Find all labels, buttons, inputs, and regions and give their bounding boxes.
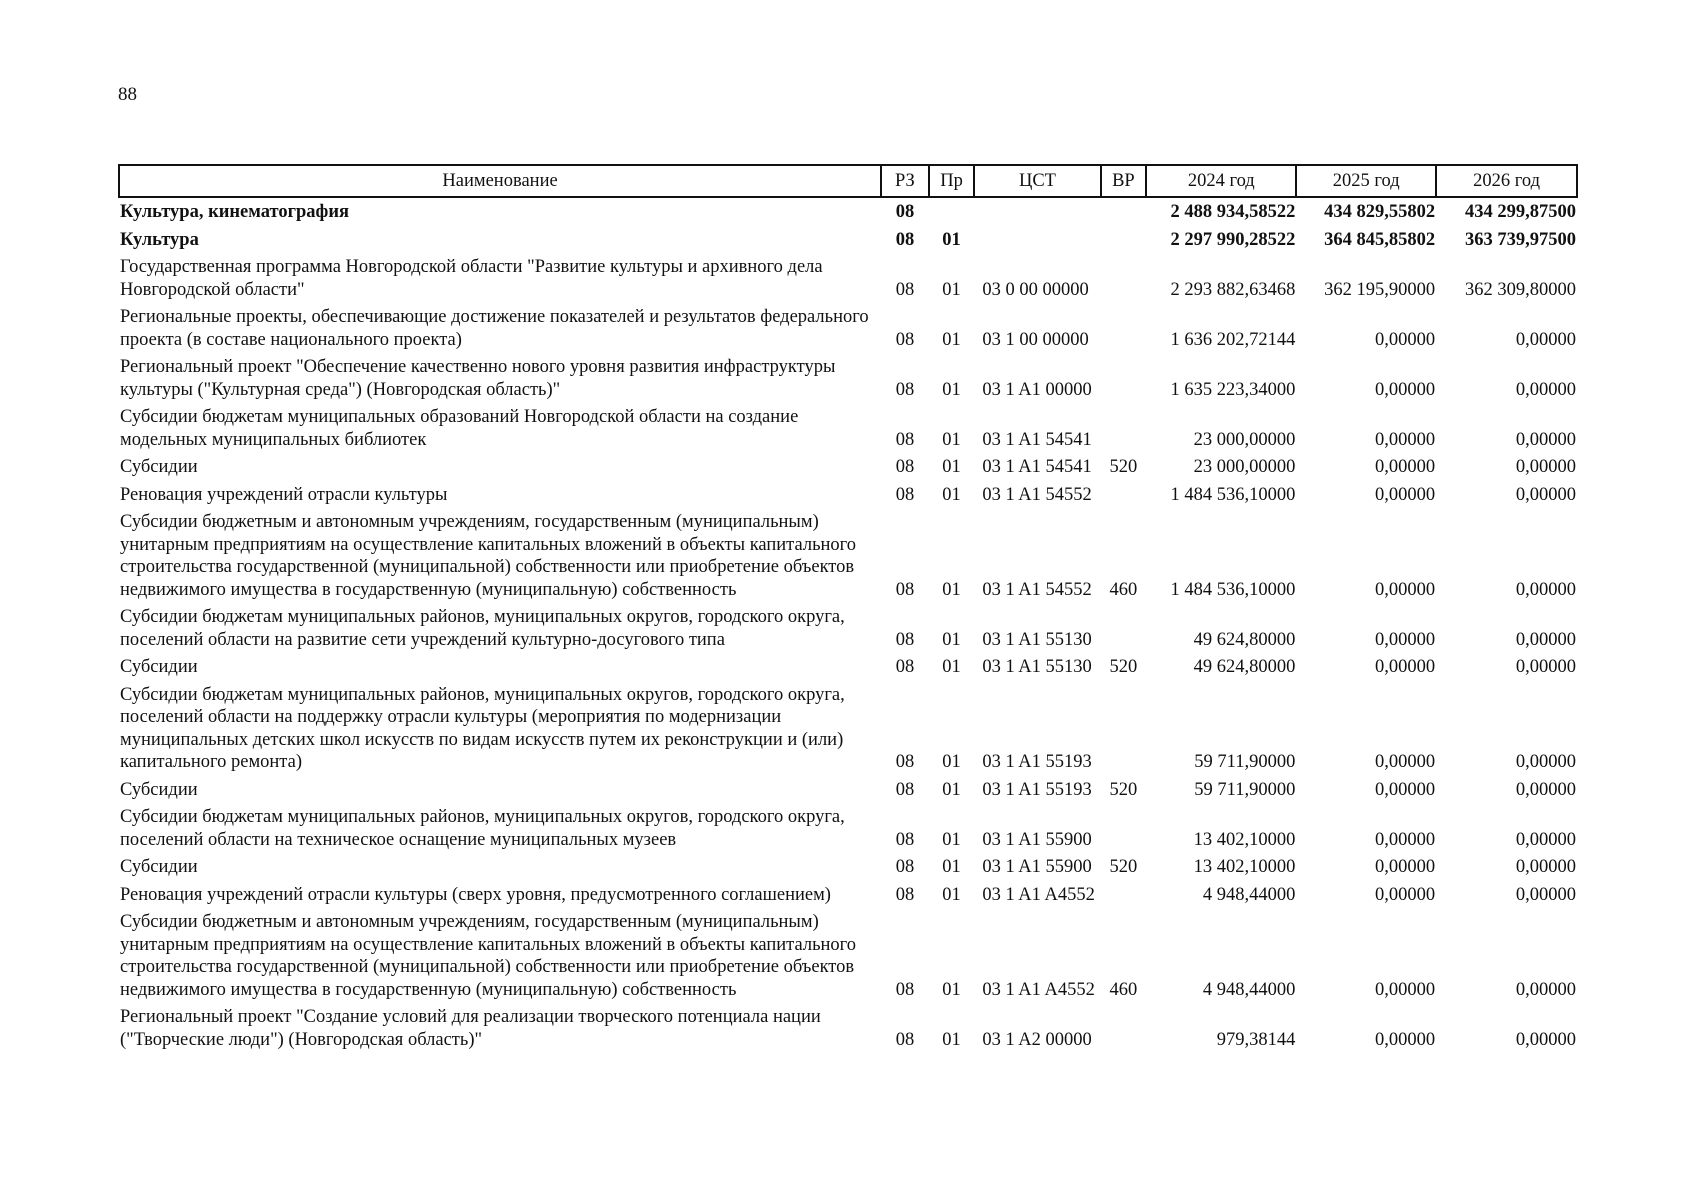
row-pr: 01 [942,629,961,650]
table-row [119,453,1577,481]
table-row [119,653,1577,681]
row-amount-2025: 0,00000 [1375,979,1436,1000]
row-amount-2025: 0,00000 [1375,752,1436,772]
row-amount-2026: 0,00000 [1515,657,1576,677]
header-name: Наименование [119,165,881,197]
row-amount-2024: 1 636 202,72144 [1170,329,1296,350]
row-pr: 01 [942,279,961,300]
row-name: Субсидии [120,657,198,677]
row-vr [1101,403,1147,453]
row-amount-2026: 362 309,80000 [1465,279,1576,300]
row-name: Реновация учреждений отрасли культуры (сверх уровня, предусмотренного соглашением) [120,884,831,905]
row-cst: 03 1 A1 55130 [982,629,1092,650]
table-row [119,353,1577,403]
table-header [119,165,1577,197]
row-vr [1101,481,1147,509]
row-vr [1101,1003,1147,1053]
row-cst: 03 1 A2 00000 [982,1029,1092,1050]
row-amount-2026: 434 299,87500 [1465,202,1576,222]
row-amount-2026: 0,00000 [1515,579,1576,600]
row-vr: 520 [1109,779,1138,800]
row-rz: 08 [895,752,915,772]
row-vr [1101,881,1147,909]
row-cst: 03 1 A1 A4552 [982,884,1095,905]
row-amount-2025: 0,00000 [1375,629,1436,650]
row-amount-2024: 1 635 223,34000 [1170,379,1296,400]
row-pr: 01 [942,657,961,677]
header-vr: ВР [1101,165,1147,197]
row-rz: 08 [895,202,915,222]
row-name: Субсидии бюджетам муниципальных районов, муниципальных округов, городского округа, поселений области на поддержку отрасли культуры (мероприятия по модернизации муниципальных детских школ искусств по видам искусств путем их реконструкции и (или) капитального ремонта) [120,684,845,772]
row-amount-2025: 0,00000 [1375,329,1436,350]
row-amount-2026: 0,00000 [1515,379,1576,400]
row-cst: 03 1 A1 55900 [982,857,1092,877]
table-row [119,303,1577,353]
header-2024: 2024 год [1146,165,1296,197]
table-row [119,253,1577,303]
row-name: Субсидии бюджетным и автономным учреждениям, государственным (муниципальным) унитарным предприятиям на осуществление капитальных вложений в объекты капитального строительства государственной (муниципальной) собственности или приобретение объектов недвижимого имущества в государственную (муниципальную) собственность [120,912,857,1000]
row-rz: 08 [895,329,915,350]
table-row [119,481,1577,509]
row-rz: 08 [895,579,915,600]
table-row [119,508,1577,603]
row-pr: 01 [942,829,961,850]
row-vr: 460 [1109,579,1138,600]
row-pr: 01 [942,857,961,877]
row-amount-2026: 0,00000 [1515,884,1576,905]
row-amount-2025: 434 829,55802 [1324,202,1436,222]
row-name: Региональный проект "Обеспечение качественно нового уровня развития инфраструктуры культуры ("Культурная среда") (Новгородская область)" [120,357,836,400]
row-pr: 01 [942,429,961,450]
row-name: Субсидии бюджетным и автономным учреждениям, государственным (муниципальным) унитарным предприятиям на осуществление капитальных вложений в объекты капитального строительства государственной (муниципальной) собственности или приобретение объектов недвижимого имущества в государственную (муниципальную) собственность [120,512,857,600]
row-cst: 03 1 A1 00000 [982,379,1092,400]
row-amount-2024: 59 711,90000 [1194,752,1296,772]
row-amount-2025: 0,00000 [1375,657,1436,677]
row-amount-2024: 23 000,00000 [1193,429,1296,450]
row-pr: 01 [942,329,961,350]
row-amount-2024: 1 484 536,10000 [1170,579,1296,600]
row-amount-2025: 0,00000 [1375,379,1436,400]
row-name: Субсидии бюджетам муниципальных районов, муниципальных округов, городского округа, поселений области на развитие сети учреждений культурно-досугового типа [120,607,845,650]
row-amount-2024: 13 402,10000 [1193,857,1296,877]
row-amount-2024: 1 484 536,10000 [1170,484,1296,505]
row-name: Культура [120,229,199,250]
row-rz: 08 [895,857,915,877]
page-number: 88 [118,84,137,105]
row-vr [1101,253,1147,303]
row-rz: 08 [895,484,915,505]
row-name: Субсидии [120,779,198,800]
header-cst: ЦСТ [974,165,1100,197]
row-name: Государственная программа Новгородской области "Развитие культуры и архивного дела Новгородской области" [120,257,823,300]
table-row [119,803,1577,853]
row-amount-2025: 362 195,90000 [1324,279,1436,300]
row-rz: 08 [895,379,915,400]
row-cst [974,197,1100,226]
row-vr: 520 [1109,457,1138,477]
row-pr: 01 [942,579,961,600]
table-row [119,881,1577,909]
row-rz: 08 [895,979,915,1000]
row-rz: 08 [895,884,915,905]
row-rz: 08 [895,657,915,677]
row-amount-2025: 0,00000 [1375,429,1436,450]
row-cst: 03 1 A1 A4552 [982,979,1095,1000]
row-name: Культура, кинематография [120,202,350,222]
row-rz: 08 [895,829,915,850]
row-name: Субсидии бюджетам муниципальных районов, муниципальных округов, городского округа, поселений области на техническое оснащение муниципальных музеев [120,807,845,850]
row-vr [1101,681,1147,776]
row-rz: 08 [895,429,915,450]
row-pr: 01 [942,1029,961,1050]
row-cst [974,226,1100,254]
row-amount-2026: 0,00000 [1515,457,1576,477]
row-pr: 01 [942,979,961,1000]
row-amount-2025: 0,00000 [1375,884,1436,905]
row-vr: 520 [1109,857,1138,877]
row-vr [1101,603,1147,653]
row-amount-2024: 13 402,10000 [1193,829,1296,850]
row-amount-2024: 59 711,90000 [1194,779,1296,800]
row-amount-2025: 0,00000 [1375,484,1436,505]
row-amount-2025: 0,00000 [1375,1029,1436,1050]
row-pr: 01 [942,457,961,477]
row-cst: 03 1 A1 54541 [982,457,1092,477]
row-amount-2024: 23 000,00000 [1193,457,1296,477]
row-cst: 03 1 A1 55193 [982,779,1092,800]
row-amount-2026: 0,00000 [1515,429,1576,450]
row-cst: 03 1 A1 54552 [982,484,1092,505]
row-pr: 01 [942,484,961,505]
row-amount-2024: 4 948,44000 [1202,884,1296,905]
row-vr [1101,353,1147,403]
row-amount-2024: 2 488 934,58522 [1170,202,1296,222]
table-row [119,681,1577,776]
row-pr: 01 [942,884,961,905]
row-cst: 03 1 00 00000 [982,329,1089,350]
table-row [119,853,1577,881]
table-row [119,403,1577,453]
row-amount-2026: 0,00000 [1515,829,1576,850]
row-rz: 08 [895,229,915,250]
row-cst: 03 1 A1 55193 [982,752,1092,772]
row-amount-2024: 49 624,80000 [1193,657,1296,677]
row-name: Субсидии бюджетам муниципальных образований Новгородской области на создание модельных муниципальных библиотек [120,407,799,450]
row-vr: 460 [1109,979,1138,1000]
row-amount-2025: 0,00000 [1375,857,1436,877]
row-name: Субсидии [120,857,198,877]
row-amount-2025: 0,00000 [1375,457,1436,477]
row-amount-2024: 2 293 882,63468 [1170,279,1296,300]
row-cst: 03 1 A1 54552 [982,579,1092,600]
budget-table [118,164,1578,1053]
header-2026: 2026 год [1436,165,1577,197]
row-amount-2026: 0,00000 [1515,329,1576,350]
row-amount-2024: 979,38144 [1216,1029,1296,1050]
row-cst: 03 1 A1 55900 [982,829,1092,850]
table-row [119,197,1577,226]
table-row [119,776,1577,804]
row-amount-2024: 2 297 990,28522 [1170,229,1296,250]
row-pr: 01 [942,379,961,400]
row-pr [929,197,975,226]
row-amount-2025: 0,00000 [1375,779,1436,800]
row-name: Субсидии [120,457,198,477]
row-name: Региональный проект "Создание условий для реализации творческого потенциала нации ("Творческие люди") (Новгородская область)" [120,1007,821,1050]
row-rz: 08 [895,629,915,650]
row-pr: 01 [942,752,961,772]
row-amount-2026: 0,00000 [1515,1029,1576,1050]
row-cst: 03 1 A1 55130 [982,657,1092,677]
row-pr: 01 [942,779,961,800]
row-amount-2026: 0,00000 [1515,779,1576,800]
row-amount-2026: 0,00000 [1515,979,1576,1000]
row-amount-2024: 49 624,80000 [1193,629,1296,650]
row-name: Региональные проекты, обеспечивающие достижение показателей и результатов федерального проекта (в составе национального проекта) [120,307,869,350]
header-pr: Пр [929,165,975,197]
table-row [119,603,1577,653]
row-amount-2026: 0,00000 [1515,484,1576,505]
table-body [119,197,1577,1053]
table-row [119,226,1577,254]
table-row [119,908,1577,1003]
table-row [119,1003,1577,1053]
row-pr: 01 [942,229,961,250]
row-vr [1101,197,1147,226]
row-amount-2026: 0,00000 [1515,629,1576,650]
row-cst: 03 0 00 00000 [982,279,1089,300]
row-amount-2026: 0,00000 [1515,857,1576,877]
row-amount-2026: 0,00000 [1515,752,1576,772]
header-rz: РЗ [881,165,929,197]
row-amount-2025: 0,00000 [1375,579,1436,600]
row-vr: 520 [1109,657,1138,677]
header-2025: 2025 год [1296,165,1436,197]
row-rz: 08 [895,279,915,300]
row-amount-2026: 363 739,97500 [1465,229,1576,250]
row-vr [1101,226,1147,254]
row-amount-2025: 364 845,85802 [1324,229,1436,250]
row-rz: 08 [895,457,915,477]
row-vr [1101,303,1147,353]
row-vr [1101,803,1147,853]
row-name: Реновация учреждений отрасли культуры [120,484,448,505]
row-rz: 08 [895,1029,915,1050]
row-amount-2024: 4 948,44000 [1202,979,1296,1000]
row-rz: 08 [895,779,915,800]
row-amount-2025: 0,00000 [1375,829,1436,850]
row-cst: 03 1 A1 54541 [982,429,1092,450]
